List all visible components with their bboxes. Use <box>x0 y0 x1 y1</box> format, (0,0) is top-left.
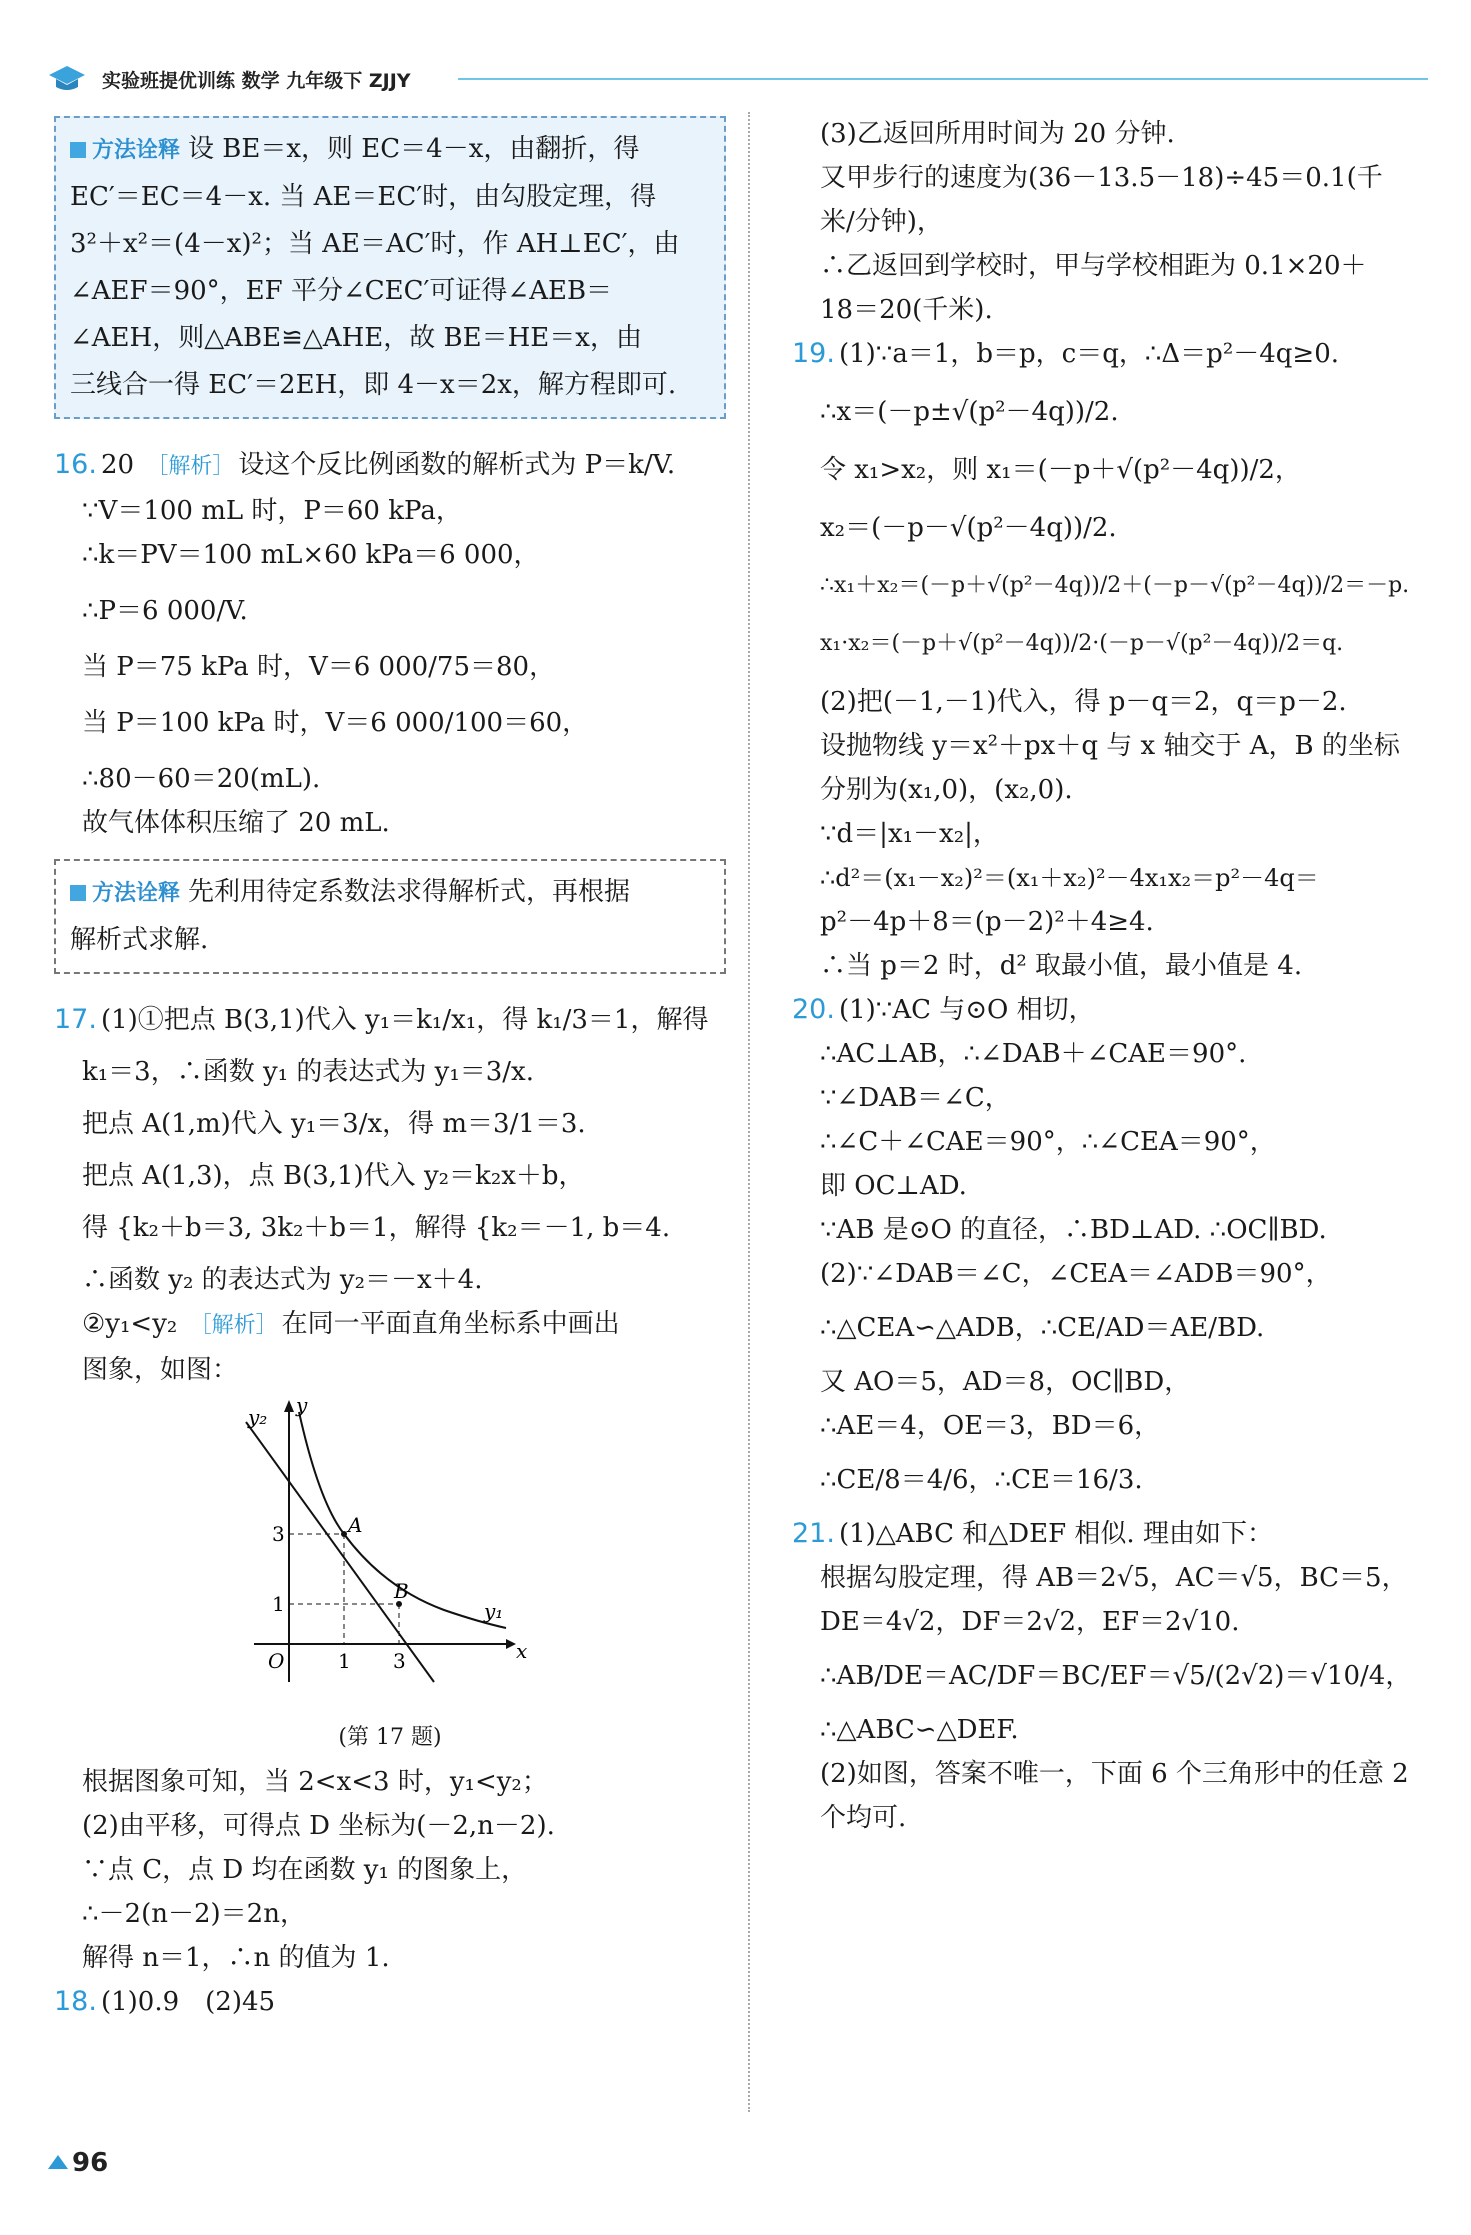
y-axis-arrow <box>284 1400 294 1412</box>
book-title: 实验班提优训练 数学 九年级下 ZJJY <box>102 70 411 92</box>
x-axis-arrow <box>506 1639 516 1649</box>
solution-line: (2)如图，答案不唯一，下面 6 个三角形中的任意 2 <box>820 1759 1409 1789</box>
solution-line: ∴AC⊥AB，∴∠DAB＋∠CAE＝90°. <box>820 1039 1247 1069</box>
note-line: 设 BE＝x，则 EC＝4－x，由翻折，得 <box>188 134 640 164</box>
label-a: A <box>348 1513 363 1537</box>
tick-label-y1: 1 <box>272 1592 285 1616</box>
question-number: 16. <box>54 449 97 480</box>
note-line: EC′＝EC＝4－x. 当 AE＝EC′时，由勾股定理，得 <box>70 182 657 212</box>
solution-line: 图象，如图： <box>82 1355 239 1385</box>
solution-line: 把点 A(1,m)代入 y₁＝3/x，得 m＝3/1＝3. <box>82 1109 586 1139</box>
solution-line: 又 AO＝5，AD＝8，OC∥BD， <box>820 1367 1191 1397</box>
question-number: 17. <box>54 1004 97 1035</box>
note-line: 三线合一得 EC′＝2EH，即 4－x＝2x，解方程即可. <box>70 370 677 400</box>
solution-line: ∵点 C，点 D 均在函数 y₁ 的图象上， <box>82 1855 528 1885</box>
solution-line: p²－4p＋8＝(p－2)²＋4≥4. <box>820 907 1154 937</box>
label-origin: O <box>268 1649 285 1673</box>
solution-line: 解得 n＝1，∴n 的值为 1. <box>82 1943 390 1973</box>
solution-line: ∴d²＝(x₁－x₂)²＝(x₁＋x₂)²－4x₁x₂＝p²－4q＝ <box>820 864 1319 892</box>
question-number: 21. <box>792 1518 835 1549</box>
solution-line: (2)由平移，可得点 D 坐标为(－2,n－2). <box>82 1811 555 1841</box>
question-20 <box>792 988 1432 1502</box>
page-header <box>48 58 1428 98</box>
left-column <box>54 112 726 2024</box>
solution-line: x₁·x₂＝(－p＋√(p²－4q))/2·(－p－√(p²－4q))/2＝q. <box>820 631 1344 656</box>
coordinate-graph <box>244 1392 534 1692</box>
solution-line: ∴乙返回到学校时，甲与学校相距为 0.1×20＋ <box>820 251 1367 281</box>
solution-line: ∴80－60＝20(mL). <box>82 764 321 794</box>
solution-line: ∵AB 是⊙O 的直径，∴BD⊥AD. ∴OC∥BD. <box>820 1215 1327 1245</box>
analysis-tag: ［解析］ <box>189 1313 278 1338</box>
question-17 <box>54 998 726 1980</box>
solution-line: ∴－2(n－2)＝2n， <box>82 1899 306 1929</box>
tick-label-x3: 3 <box>393 1649 406 1673</box>
solution-line: ∴△CEA∽△ADB，∴CE/AD＝AE/BD. <box>820 1313 1265 1343</box>
answer-text: 20 <box>100 450 135 480</box>
solution-line: ∵V＝100 mL 时，P＝60 kPa， <box>82 496 462 526</box>
question-18-continued <box>792 112 1432 332</box>
question-number: 18. <box>54 1986 97 2017</box>
solution-line: ∴k＝PV＝100 mL×60 kPa＝6 000， <box>82 540 540 570</box>
analysis-tag: ［解析］ <box>146 454 235 479</box>
solution-line: 在同一平面直角坐标系中画出 <box>281 1309 620 1339</box>
note-line: 先利用待定系数法求得解析式，再根据 <box>188 877 631 907</box>
solution-line: 故气体体积压缩了 20 mL. <box>82 808 390 838</box>
solution-line: ∴△ABC∽△DEF. <box>820 1715 1019 1745</box>
solution-line: ∵∠DAB＝∠C， <box>820 1083 1011 1113</box>
solution-line: (1)①把点 B(3,1)代入 y₁＝k₁/x₁，得 k₁/3＝1，解得 <box>100 1005 709 1035</box>
solution-line: 根据勾股定理，得 AB＝2√5，AC＝√5，BC＝5， <box>820 1563 1408 1593</box>
question-16 <box>54 443 726 845</box>
question-21 <box>792 1512 1432 1840</box>
label-x: x <box>516 1639 528 1663</box>
figure-caption: (第 17 题) <box>338 1725 442 1750</box>
solution-line: (3)乙返回所用时间为 20 分钟. <box>820 119 1175 149</box>
solution-line: 又甲步行的速度为(36－13.5－18)÷45＝0.1(千 <box>820 163 1383 193</box>
solution-line: (2)把(－1,－1)代入，得 p－q＝2，q＝p－2. <box>820 687 1347 717</box>
tick-label-y3: 3 <box>272 1522 285 1546</box>
solution-line: ∴AB/DE＝AC/DF＝BC/EF＝√5/(2√2)＝√10/4， <box>820 1661 1412 1691</box>
point-a <box>341 1531 347 1537</box>
label-y1: y₁ <box>484 1599 504 1623</box>
question-19 <box>792 332 1432 988</box>
note-line: ∠AEF＝90°，EF 平分∠CEC′可证得∠AEB＝ <box>70 276 613 306</box>
method-note-tag: 方法诠释 <box>70 127 180 174</box>
question-18 <box>54 1980 726 2024</box>
solution-line: ∴函数 y₂ 的表达式为 y₂＝－x＋4. <box>82 1265 483 1295</box>
answer-text: (1)0.9 (2)45 <box>100 1987 276 2017</box>
graduation-cap-icon <box>48 64 86 94</box>
solution-line: (1)∵AC 与⊙O 相切， <box>838 995 1095 1025</box>
solution-line: 当 P＝75 kPa 时，V＝6 000/75＝80， <box>82 652 556 682</box>
solution-line: 米/分钟)， <box>820 207 943 237</box>
solution-line: 当 P＝100 kPa 时，V＝6 000/100＝60， <box>82 708 589 738</box>
question-number: 20. <box>792 994 835 1025</box>
solution-line: ∴x₁＋x₂＝(－p＋√(p²－4q))/2＋(－p－√(p²－4q))/2＝－p. <box>820 573 1410 598</box>
solution-line: (1)△ABC 和△DEF 相似. 理由如下： <box>838 1519 1273 1549</box>
tick-label-x1: 1 <box>338 1649 351 1673</box>
note-line: 3²＋x²＝(4－x)²；当 AE＝AC′时，作 AH⊥EC′，由 <box>70 229 680 259</box>
note-line: 解析式求解. <box>70 925 209 955</box>
solution-line: ∴x＝(－p±√(p²－4q))/2. <box>820 397 1119 427</box>
solution-line: 根据图象可知，当 2<x<3 时，y₁<y₂； <box>82 1767 548 1797</box>
solution-line: (1)∵a＝1，b＝p，c＝q，∴Δ＝p²－4q≥0. <box>838 339 1340 369</box>
solution-line: 设抛物线 y＝x²＋px＋q 与 x 轴交于 A，B 的坐标 <box>820 731 1400 761</box>
method-note-box-1 <box>54 116 726 419</box>
solution-line: 即 OC⊥AD. <box>820 1171 967 1201</box>
solution-line: x₂＝(－p－√(p²－4q))/2. <box>820 513 1117 543</box>
label-y: y <box>296 1393 308 1417</box>
question-number: 19. <box>792 338 835 369</box>
header-rule <box>458 78 1428 80</box>
right-column <box>792 112 1432 1840</box>
solution-line: 18＝20(千米). <box>820 295 993 325</box>
method-note-box-2 <box>54 859 726 974</box>
answer-text: ②y₁<y₂ <box>82 1309 178 1339</box>
solution-line: (2)∵∠DAB＝∠C，∠CEA＝∠ADB＝90°， <box>820 1259 1332 1289</box>
solution-line: 把点 A(1,3)，点 B(3,1)代入 y₂＝k₂x＋b， <box>82 1161 585 1191</box>
solution-line: k₁＝3，∴函数 y₁ 的表达式为 y₁＝3/x. <box>82 1057 534 1087</box>
solution-line: ∴∠C＋∠CAE＝90°，∴∠CEA＝90°， <box>820 1127 1276 1157</box>
solution-line: ∴AE＝4，OE＝3，BD＝6， <box>820 1411 1161 1441</box>
solution-line: ∴P＝6 000/V. <box>82 596 248 626</box>
solution-line: 个均可. <box>820 1803 907 1833</box>
solution-line: 分别为(x₁,0)，(x₂,0). <box>820 775 1073 805</box>
column-divider <box>748 112 750 2112</box>
solution-line: ∴CE/8＝4/6，∴CE＝16/3. <box>820 1465 1143 1495</box>
solution-line: DE＝4√2，DF＝2√2，EF＝2√10. <box>820 1607 1240 1637</box>
solution-line: 得 {k₂＋b＝3, 3k₂＋b＝1，解得 {k₂＝－1, b＝4. <box>82 1213 671 1243</box>
label-b: B <box>394 1579 409 1603</box>
page-number: 96 <box>48 2148 108 2178</box>
note-line: ∠AEH，则△ABE≌△AHE，故 BE＝HE＝x，由 <box>70 323 642 353</box>
method-note-tag: 方法诠释 <box>70 870 180 917</box>
label-y2: y₂ <box>248 1405 268 1429</box>
solution-line: ∵d＝|x₁－x₂|， <box>820 819 999 849</box>
solution-line: 令 x₁>x₂，则 x₁＝(－p＋√(p²－4q))/2， <box>820 455 1301 485</box>
figure-17 <box>54 1392 726 1722</box>
answer-text: 设这个反比例函数的解析式为 P＝k/V. <box>238 450 676 480</box>
solution-line: ∴当 p＝2 时，d² 取最小值，最小值是 4. <box>820 951 1303 981</box>
